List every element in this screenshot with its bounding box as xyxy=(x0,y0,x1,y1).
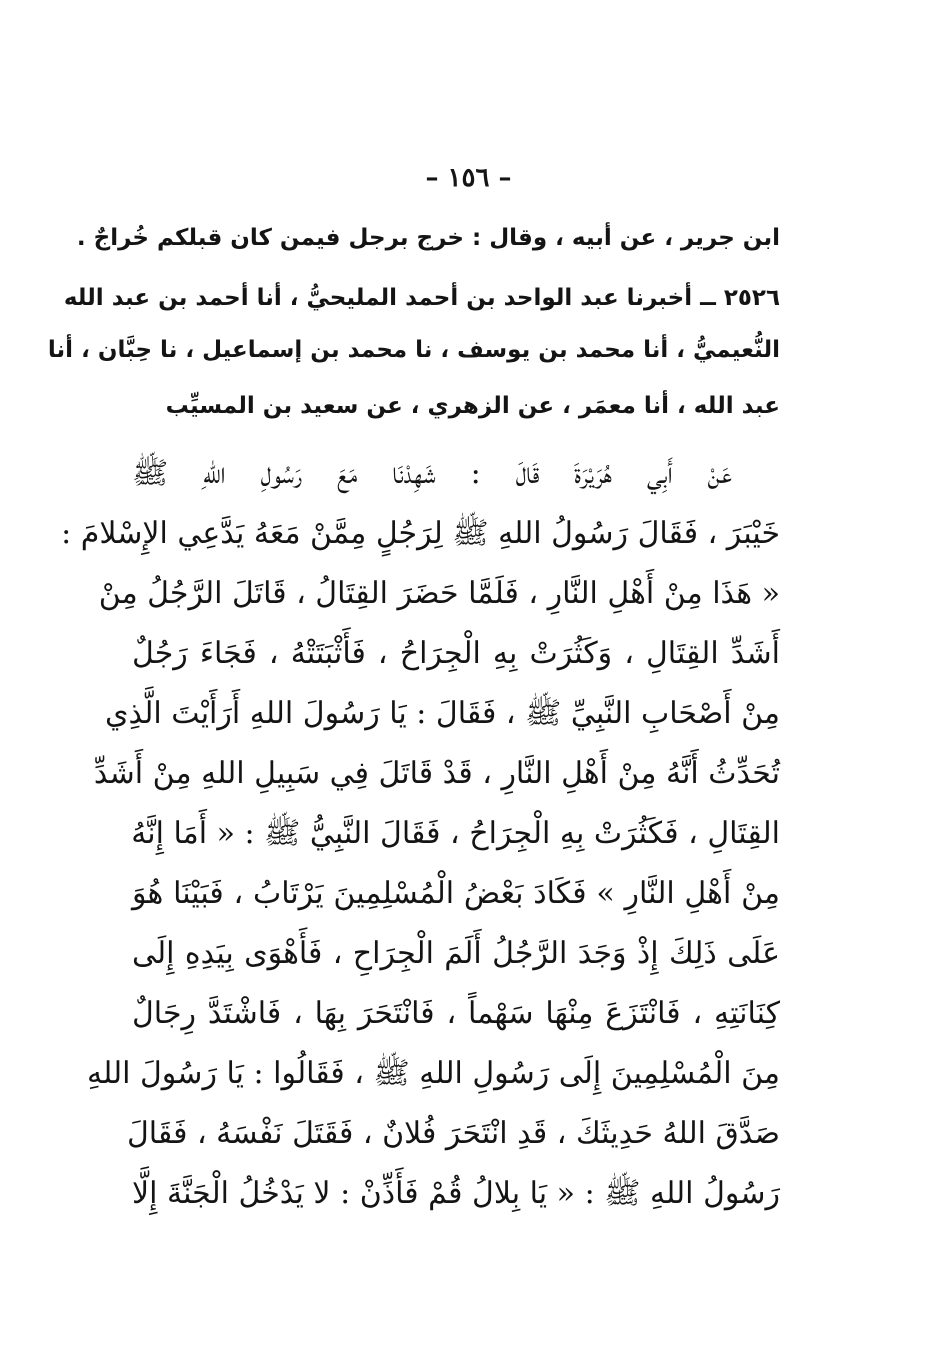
hadith-text-line-9: عَلَى ذَلِكَ إِذْ وَجَدَ الرَّجُلُ أَلَمَ الْجِرَاحِ ، فَأَهْوَى بِيَدِهِ إِلَى xyxy=(132,936,780,971)
hadith-text-line-1: عَنْ أَبِي هُرَيْرَةَ قَالَ : شَهِدْنَا مَعَ رَسُولِ اللهِ ﷺ xyxy=(132,456,732,491)
hadith-text-line-3: « هَذَا مِنْ أَهْلِ النَّارِ ، فَلَمَّا حَضَرَ القِتَالُ ، قَاتَلَ الرَّجُلُ مِنْ xyxy=(98,576,780,611)
hadith-text-line-13: رَسُولُ اللهِ ﷺ : « يَا بِلالُ قُمْ فَأَذِّنْ : لا يَدْخُلُ الْجَنَّةَ إِلَّا xyxy=(132,1176,780,1211)
hadith-text-line-12: صَدَّقَ اللهُ حَدِيثَكَ ، قَدِ انْتَحَرَ فُلانٌ ، فَقَتَلَ نَفْسَهُ ، فَقَالَ xyxy=(126,1116,780,1151)
hadith-text-line-11: مِنَ الْمُسْلِمِينَ إِلَى رَسُولِ اللهِ ﷺ ، فَقَالُوا : يَا رَسُولَ اللهِ xyxy=(86,1056,780,1091)
hadith-text-line-2: خَيْبَرَ ، فَقَالَ رَسُولُ اللهِ ﷺ لِرَجُلٍ مِمَّنْ مَعَهُ يَدَّعِي الإِسْلامَ : xyxy=(61,516,780,551)
hadith-text-line-10: كِنَانَتِهِ ، فَانْتَزَعَ مِنْهَا سَهْماً ، فَانْتَحَرَ بِهَا ، فَاشْتَدَّ رِجَالٌ xyxy=(132,996,780,1031)
hadith-text-line-6: تُحَدِّثُ أَنَّهُ مِنْ أَهْلِ النَّارِ ، قَدْ قَاتَلَ فِي سَبِيلِ اللهِ مِنْ أَشَدِّ xyxy=(93,756,780,791)
hadith-text-line-8: مِنْ أَهْلِ النَّارِ » فَكَادَ بَعْضُ الْمُسْلِمِينَ يَرْتَابُ ، فَبَيْنَا هُوَ xyxy=(132,876,780,911)
hadith-text-line-7: القِتَالِ ، فَكَثُرَتْ بِهِ الْجِرَاحُ ، فَقَالَ النَّبِيُّ ﷺ : « أَمَا إِنَّهُ xyxy=(131,816,780,851)
isnad-line-3: النُّعيميُّ ، أنا محمد بن يوسف ، نا محمد بن إسماعيل ، نا حِبَّان ، أنا xyxy=(47,337,780,363)
isnad-line-4: عبد الله ، أنا معمَر ، عن الزهري ، عن سعيد بن المسيِّب xyxy=(165,393,780,419)
page-number: – ١٥٦ – xyxy=(425,163,512,193)
hadith-text-line-4: أَشَدِّ القِتَالِ ، وَكَثُرَتْ بِهِ الْجِرَاحُ ، فَأَثْبَتَتْهُ ، فَجَاءَ رَجُلٌ xyxy=(132,636,780,671)
isnad-line-1: ابن جرير ، عن أبيه ، وقال : خرج برجل فيمن كان قبلكم خُراجٌ . xyxy=(76,225,780,251)
hadith-text-line-5: مِنْ أَصْحَابِ النَّبِيِّ ﷺ ، فَقَالَ : يَا رَسُولَ اللهِ أَرَأَيْتَ الَّذِي xyxy=(105,696,780,731)
isnad-line-2: ٢٥٢٦ ــ أخبرنا عبد الواحد بن أحمد المليحيُّ ، أنا أحمد بن عبد الله xyxy=(63,285,780,311)
